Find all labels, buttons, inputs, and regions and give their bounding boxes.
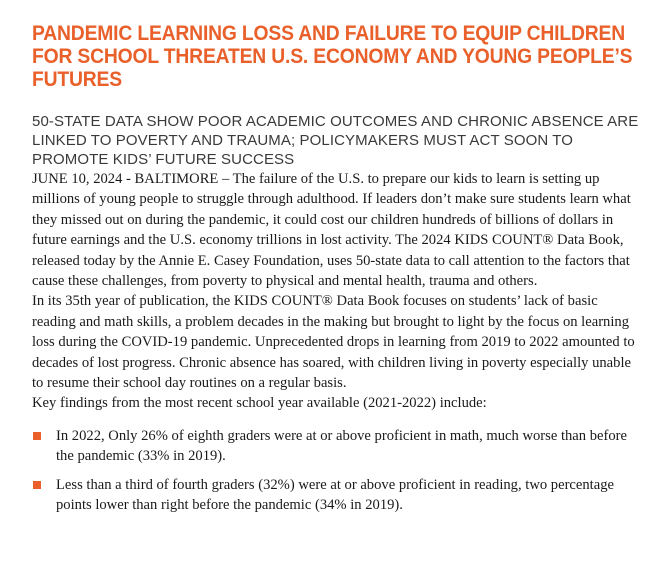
subheadline: 50-STATE DATA SHOW POOR ACADEMIC OUTCOMES AND CHRONIC ABSENCE ARE LINKED TO POVERTY AND TRAUMA; POLICYMAKERS MUST ACT SOON TO PROMOTE KIDS’ FUTURE SUCCESS bbox=[32, 113, 639, 168]
list-item bbox=[32, 475, 644, 516]
paragraph-dateline: JUNE 10, 2024 - BALTIMORE – The failure of the U.S. to prepare our kids to learn is setting up millions of young people to struggle through adulthood. If leaders don’t make sure students learn what they missed out on during the pandemic, it could cost our children hundreds of billions of dollars in future earnings and the U.S. economy trillions in lost activity. The 2024 KIDS COUNT® Data Book, released today by the Annie E. Casey Foundation, uses 50-state data to call attention to the factors that cause these challenges, from poverty to physical and mental health, trauma and others. bbox=[32, 171, 631, 290]
square-bullet-icon bbox=[33, 481, 41, 489]
article-body bbox=[32, 169, 644, 516]
headline: PANDEMIC LEARNING LOSS AND FAILURE TO EQUIP CHILDREN FOR SCHOOL THREATEN U.S. ECONOMY AND YOUNG PEOPLE’S FUTURES bbox=[32, 22, 633, 91]
key-findings-list bbox=[32, 426, 644, 516]
list-item bbox=[32, 426, 644, 467]
paragraph-data-book: In its 35th year of publication, the KIDS COUNT® Data Book focuses on students’ lack of basic reading and math skills, a problem decades in the making but brought to light by the focus on learning loss during the COVID-19 pandemic. Unprecedented drops in learning from 2019 to 2022 amounted to decades of lost progress. Chronic absence has soared, with children living in poverty especially unable to resume their school day routines on a regular basis. bbox=[32, 293, 635, 392]
paragraph-key-findings-intro: Key findings from the most recent school year available (2021-2022) include: bbox=[32, 395, 487, 412]
press-release bbox=[32, 22, 644, 524]
square-bullet-icon bbox=[33, 432, 41, 440]
finding-text: In 2022, Only 26% of eighth graders were at or above proficient in math, much worse than before the pandemic (33% in 2019). bbox=[56, 427, 628, 465]
finding-text: Less than a third of fourth graders (32%) were at or above proficient in reading, two percentage points lower than right before the pandemic (34% in 2019). bbox=[56, 476, 614, 514]
